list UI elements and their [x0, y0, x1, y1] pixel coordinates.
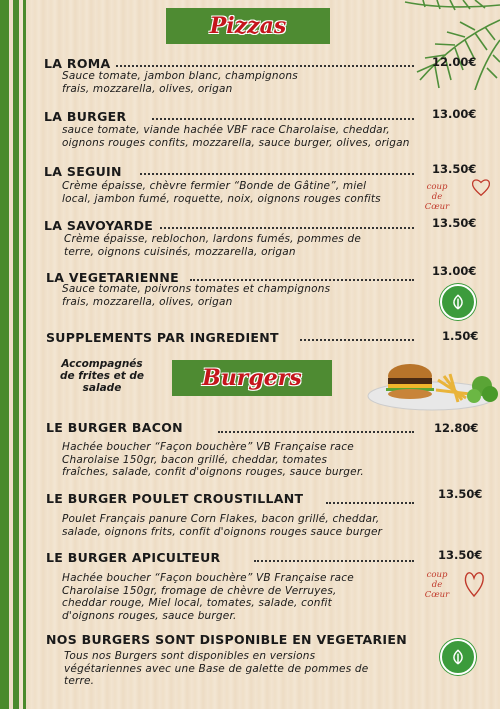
veggie-burgers-desc: Tous nos Burgers sont disponibles en versions végétariennes avec une Base de galette de pommes de terre.: [64, 650, 369, 687]
supplement-price: 1.50€: [442, 329, 479, 343]
veggie-burgers-label: NOS BURGERS SONT DISPONIBLE EN VEGETARIEN: [46, 632, 407, 647]
burger-desc: Hachée boucher “Façon bouchère” VB Française race Charolaise 150gr, bacon grillé, cheddar, tomates fraîches, salade, confit d'oignons rouges, sauce burger.: [62, 441, 364, 478]
pizza-name: LA SAVOYARDE: [44, 218, 154, 233]
coup-de-coeur-note: coup de Cœur: [424, 182, 450, 212]
pizza-desc: Sauce tomate, jambon blanc, champignons frais, mozzarella, olives, origan: [62, 70, 298, 95]
vegetarian-icon: [440, 639, 476, 675]
pizza-price: 13.00€: [432, 264, 477, 278]
leader-dots: [190, 279, 414, 281]
pizza-price: 13.00€: [432, 107, 477, 121]
pizza-desc: Sauce tomate, poivrons tomates et champignons frais, mozzarella, olives, origan: [62, 283, 331, 308]
burger-price: 13.50€: [438, 487, 483, 501]
pizza-name: LA VEGETARIENNE: [46, 270, 180, 285]
palm-leaf-icon: [325, 0, 500, 90]
pizza-price: 12.00€: [432, 55, 477, 69]
burger-desc: Poulet Français panure Corn Flakes, bacon grillé, cheddar, salade, oignons frits, confit d'oignons rouges sauce burger: [62, 513, 383, 538]
leader-dots: [152, 118, 414, 120]
heart-icon: [462, 566, 486, 606]
burger-name: LE BURGER POULET CROUSTILLANT: [46, 491, 304, 506]
leader-dots: [254, 560, 414, 562]
burger-name: LE BURGER APICULTEUR: [46, 550, 221, 565]
pizza-price: 13.50€: [432, 216, 477, 230]
pizza-name: LA BURGER: [44, 109, 127, 124]
burger-name: LE BURGER BACON: [46, 420, 183, 435]
burgers-title: Burgers: [202, 365, 302, 391]
leader-dots: [326, 502, 414, 504]
vegetarian-icon: [440, 284, 476, 320]
pizza-name: LA ROMA: [44, 56, 111, 71]
pizza-desc: sauce tomate, viande hachée VBF race Charolaise, cheddar, oignons rouges confits, mozzarella, sauce burger, olives, origan: [62, 124, 410, 149]
burger-price: 12.80€: [434, 421, 479, 435]
coup-de-coeur-note: coup de Cœur: [424, 570, 450, 600]
leader-dots: [140, 173, 414, 175]
leader-dots: [116, 65, 414, 67]
heart-icon: [470, 176, 492, 198]
leader-dots: [160, 227, 414, 229]
burgers-banner: [172, 360, 332, 396]
burger-desc: Hachée boucher “Façon bouchère” VB Française race Charolaise 150gr, fromage de chèvre de Verruyes, cheddar rouge, Miel local, tomates, salade, confit d'oignons rouges, sauce burger.: [62, 572, 354, 622]
burgers-side-note: Accompagnés de frites et de salade: [59, 358, 145, 394]
pizza-name: LA SEGUIN: [44, 164, 122, 179]
burger-price: 13.50€: [438, 548, 483, 562]
pizza-price: 13.50€: [432, 162, 477, 176]
burger-photo: [366, 350, 500, 416]
pizzas-title: Pizzas: [209, 13, 287, 39]
leader-dots: [218, 431, 414, 433]
decor-stripe: [23, 0, 26, 709]
pizza-desc: Crème épaisse, reblochon, lardons fumés, pommes de terre, oignons cuisinés, mozzarella, origan: [64, 233, 361, 258]
supplement-label: SUPPLEMENTS PAR INGREDIENT: [46, 330, 279, 345]
pizza-desc: Crème épaisse, chèvre fermier “Bonde de Gâtine”, miel local, jambon fumé, roquette, noix, oignons rouges confits: [62, 180, 381, 205]
decor-stripe: [0, 0, 9, 709]
decor-stripe: [13, 0, 19, 709]
pizzas-banner: [166, 8, 330, 44]
leader-dots: [300, 339, 414, 341]
